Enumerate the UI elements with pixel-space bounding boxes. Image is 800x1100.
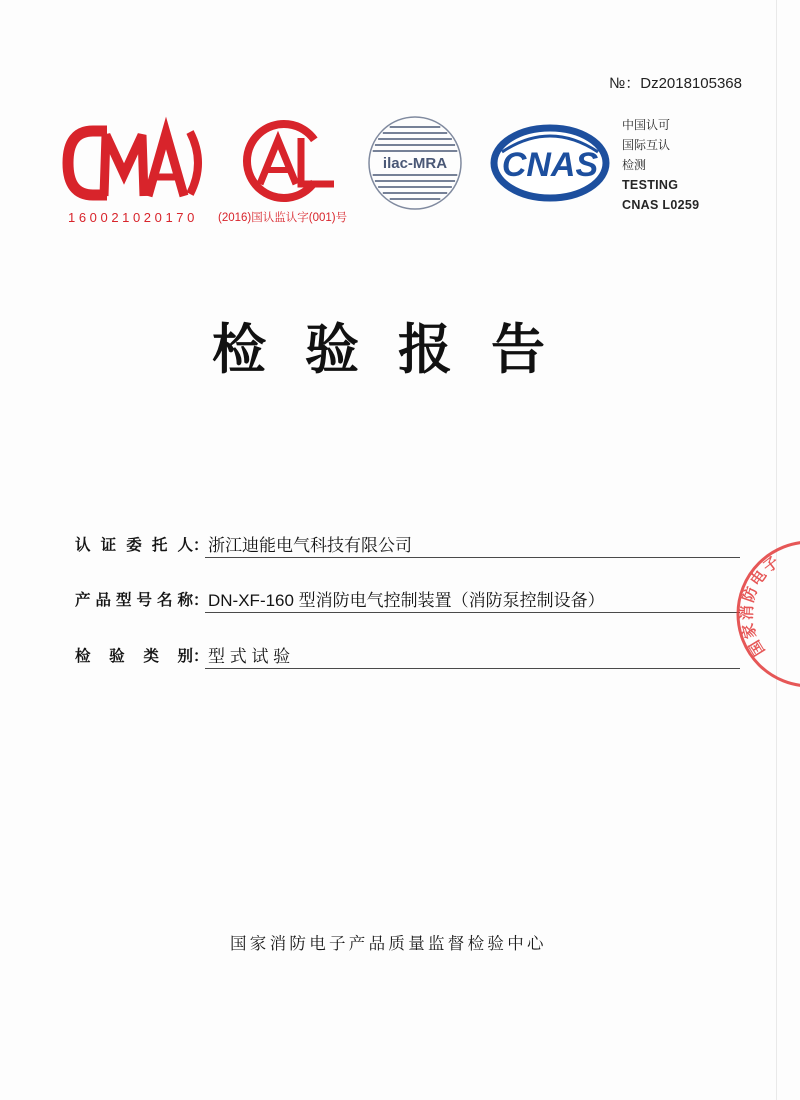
cal-number: (2016)国认监认字(001)号 [218,212,348,224]
cma-logo-icon [63,122,208,204]
cma-number: 160021020170 [68,210,198,225]
field-separator: ： [193,648,209,665]
cnas-line-china-accredited: 中国认可 [622,118,671,132]
red-seal-stamp-icon [718,528,800,700]
field-label: 产品型号名称 [75,592,193,609]
cal-logo-icon [232,118,347,204]
ilac-top-lines [373,127,458,151]
cnas-text: CNAS [501,146,599,184]
field-row-test-type [75,645,740,669]
field-value: 型 式 试 验 [205,645,740,669]
field-separator: ： [193,592,209,609]
cnas-line-number: CNAS L0259 [622,198,700,212]
field-value: 浙江迪能电气科技有限公司 [205,534,740,558]
cma-letter-m [104,135,144,196]
cnas-line-mutual-recognition: 国际互认 [622,138,671,152]
cnas-line-testing-cn: 检测 [622,158,647,172]
field-label: 检 验 类 别 [75,648,193,665]
field-value: DN-XF-160 型消防电气控制装置（消防泵控制设备） [205,589,740,613]
ilac-mra-logo-icon [364,113,466,213]
cma-letter-a [148,133,184,196]
field-separator: ： [193,537,209,554]
issuer-name: 国家消防电子产品质量监督检验中心 [230,935,547,953]
ilac-mra-text: ilac-MRA [382,155,448,172]
cnas-side-text [622,115,699,215]
cal-letter-a [260,140,296,184]
report-number: №：Dz2018105368 [609,75,742,92]
field-row-product-model [75,589,740,613]
ilac-bottom-lines [373,175,458,199]
field-row-client [75,534,740,558]
stamp-text-path: 国家消防电子 [738,552,784,659]
cma-right-crescent [190,132,198,194]
page-title: 检 验 报 告 [212,320,558,380]
field-label: 认 证 委 托 人 [75,537,193,554]
cal-letter-l [301,138,334,184]
cnas-logo-icon [488,122,612,204]
cnas-line-testing: TESTING [622,178,679,192]
